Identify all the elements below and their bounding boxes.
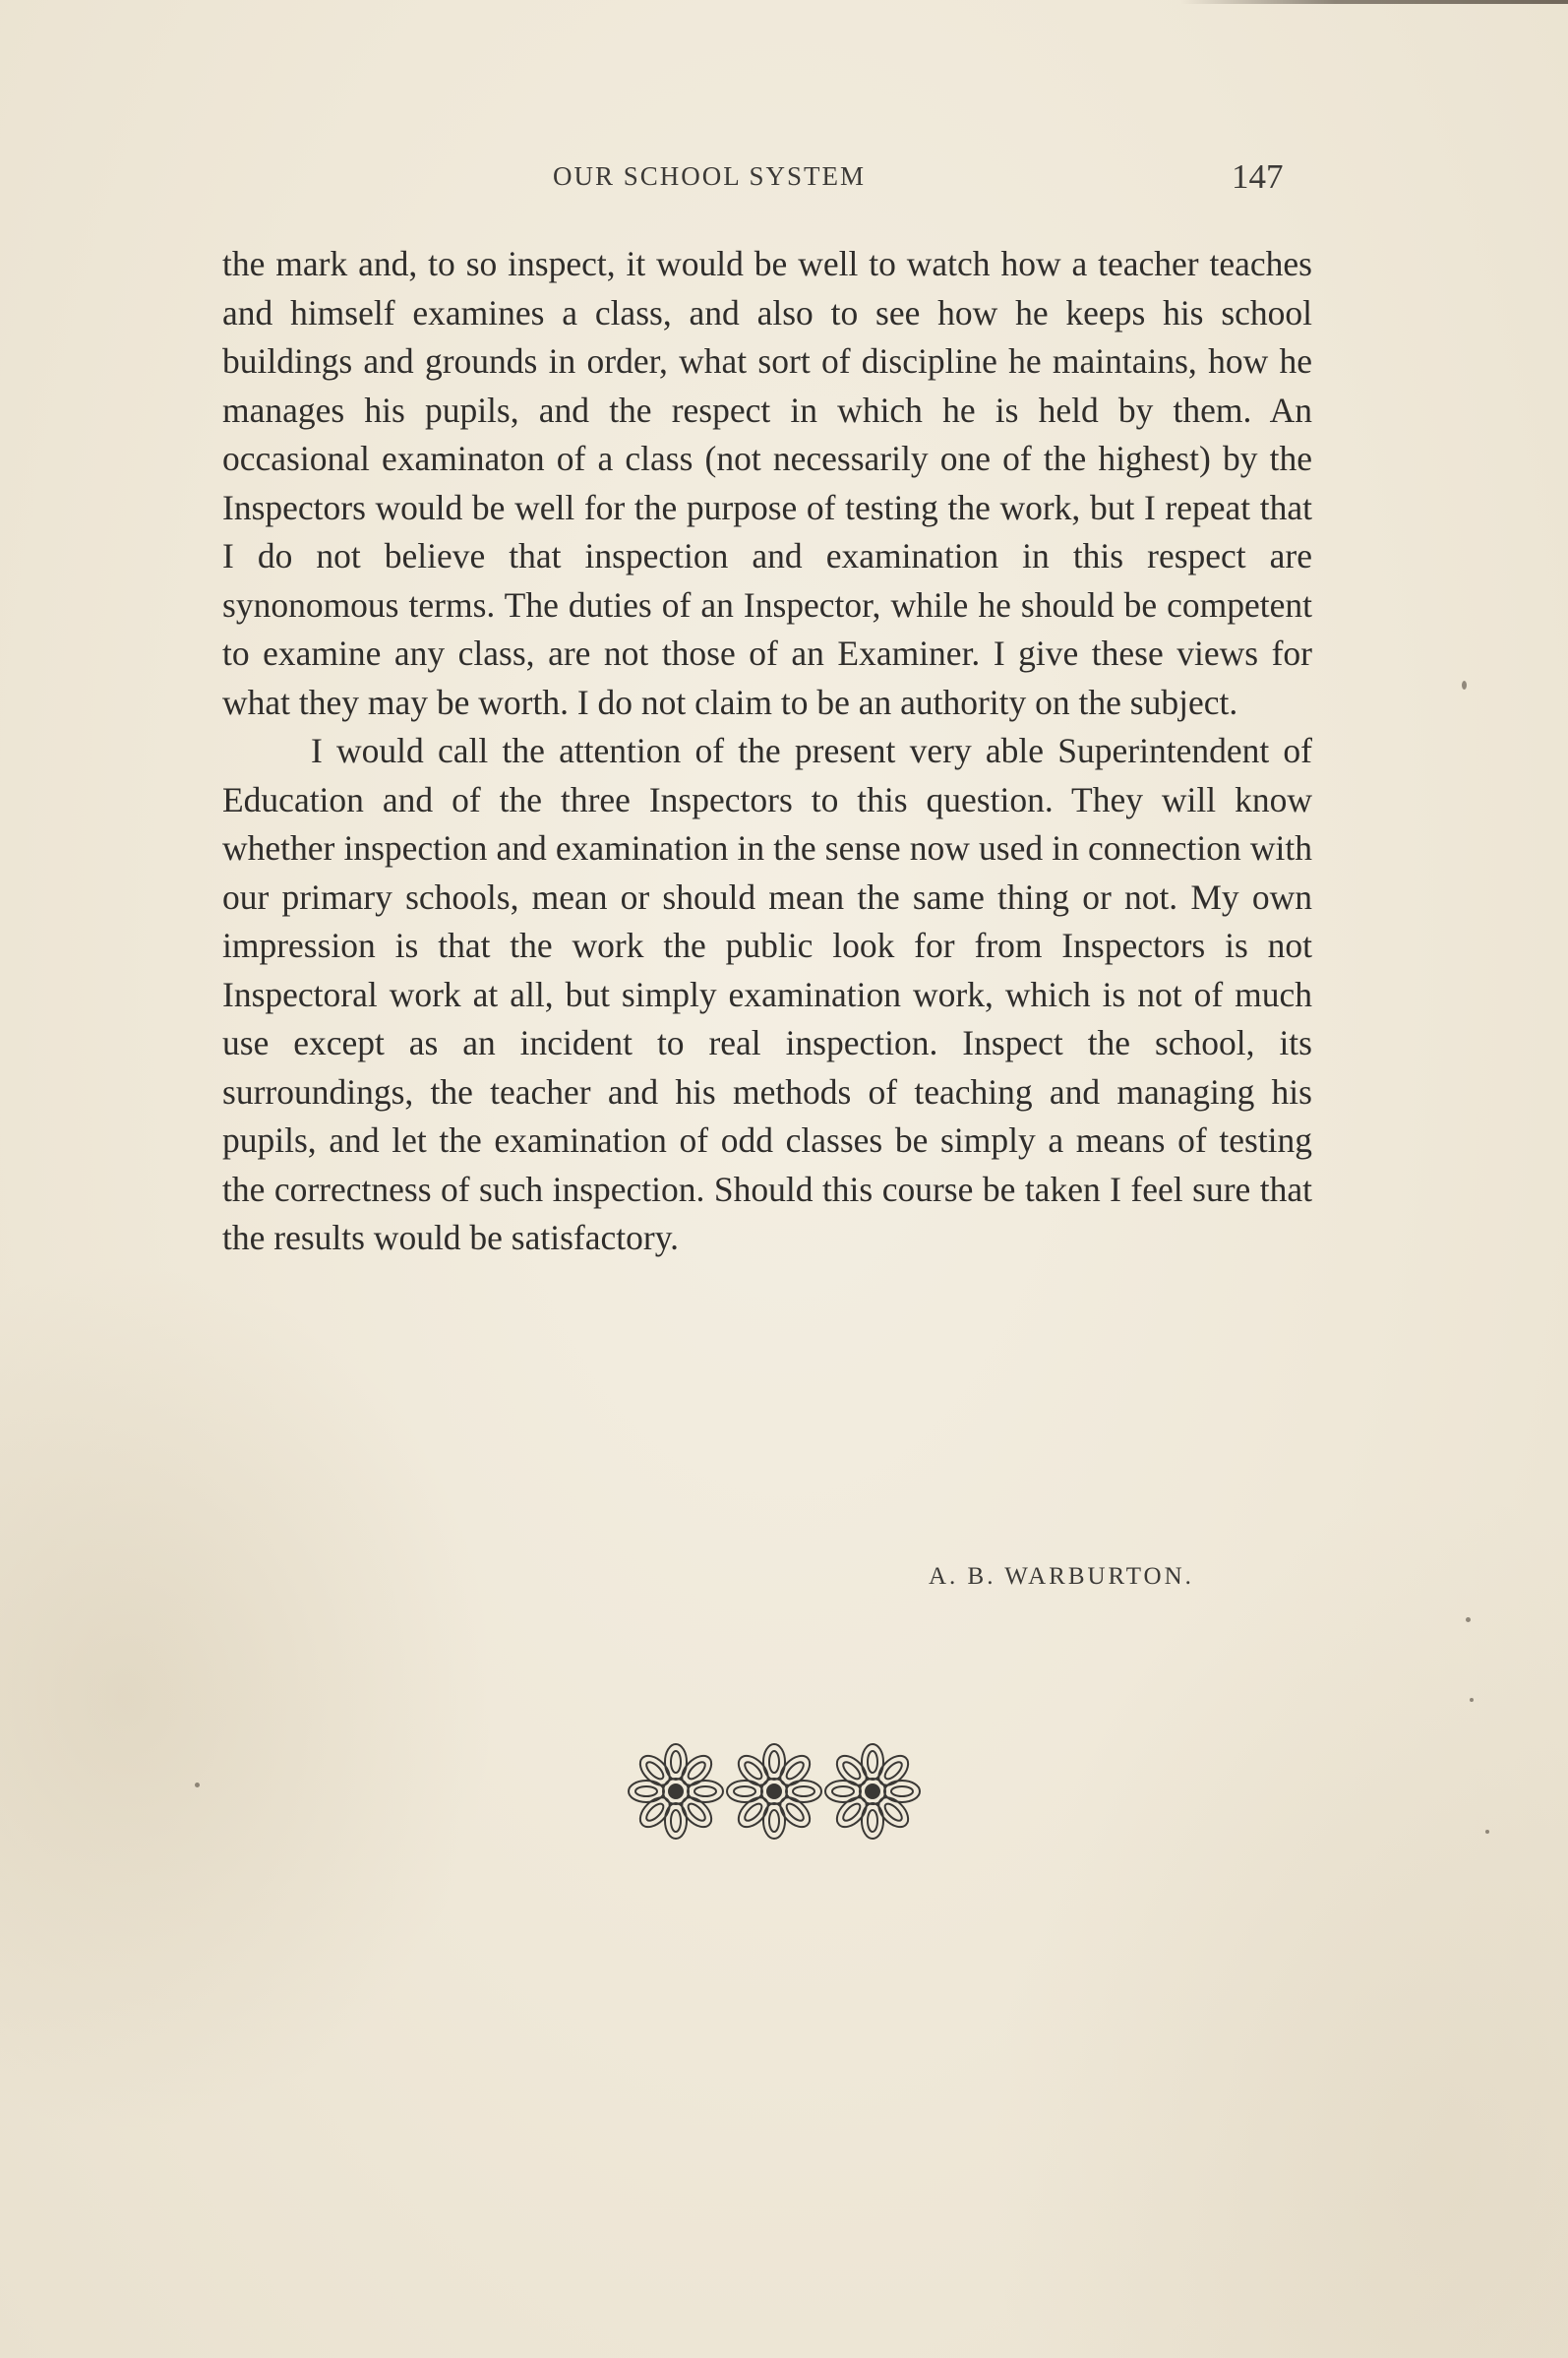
running-title: OUR SCHOOL SYSTEM — [553, 161, 867, 191]
paragraph-1: the mark and, to so inspect, it would be well to watch how a teacher teaches and himself examines a class, and also to see how he keeps his school buildings and grounds in order, what sort of discipline he maintains, how he manages his pupils, and the respect in which he is held by them. An occasional examinaton of a class (not necessarily one of the highest) by the Inspectors would be well for the purpose of testing the work, but I repeat that I do not believe that inspection and examination in this respect are synonomous terms. The duties of an Inspector, while he should be competent to examine any class, are not those of an Examiner. I give these views for what they may be worth. I do not claim to be an authority on the subject. — [222, 244, 1312, 722]
paper-speck — [1470, 1698, 1474, 1702]
paper-speck — [1485, 1830, 1489, 1834]
paper-speck — [195, 1783, 200, 1787]
body-text — [222, 240, 1312, 1263]
paper-speck — [1466, 1617, 1471, 1622]
page-number: 147 — [1232, 157, 1284, 196]
page-edge-shadow — [1180, 0, 1568, 4]
running-head — [0, 157, 1568, 205]
paragraph-2: I would call the attention of the present very able Superintendent of Education and of the three Inspectors to this question. They will know whether inspection and examination in the sense now used in connection with our primary schools, mean or should mean the same thing or not. My own impression is that the work the public look for from Inspectors is not Inspectoral work at all, but simply examination work, which is not of much use except as an incident to real inspection. Inspect the school, its surroundings, the teacher and his methods of teaching and managing his pupils, and let the examination of odd classes be simply a means of testing the correctness of such inspection. Should this course be taken I feel sure that the results would be satisfactory. — [222, 731, 1312, 1257]
paper-speck — [1462, 681, 1467, 690]
rosette-ornament-icon — [626, 1741, 923, 1842]
author-signature: A. B. WARBURTON. — [929, 1563, 1194, 1590]
